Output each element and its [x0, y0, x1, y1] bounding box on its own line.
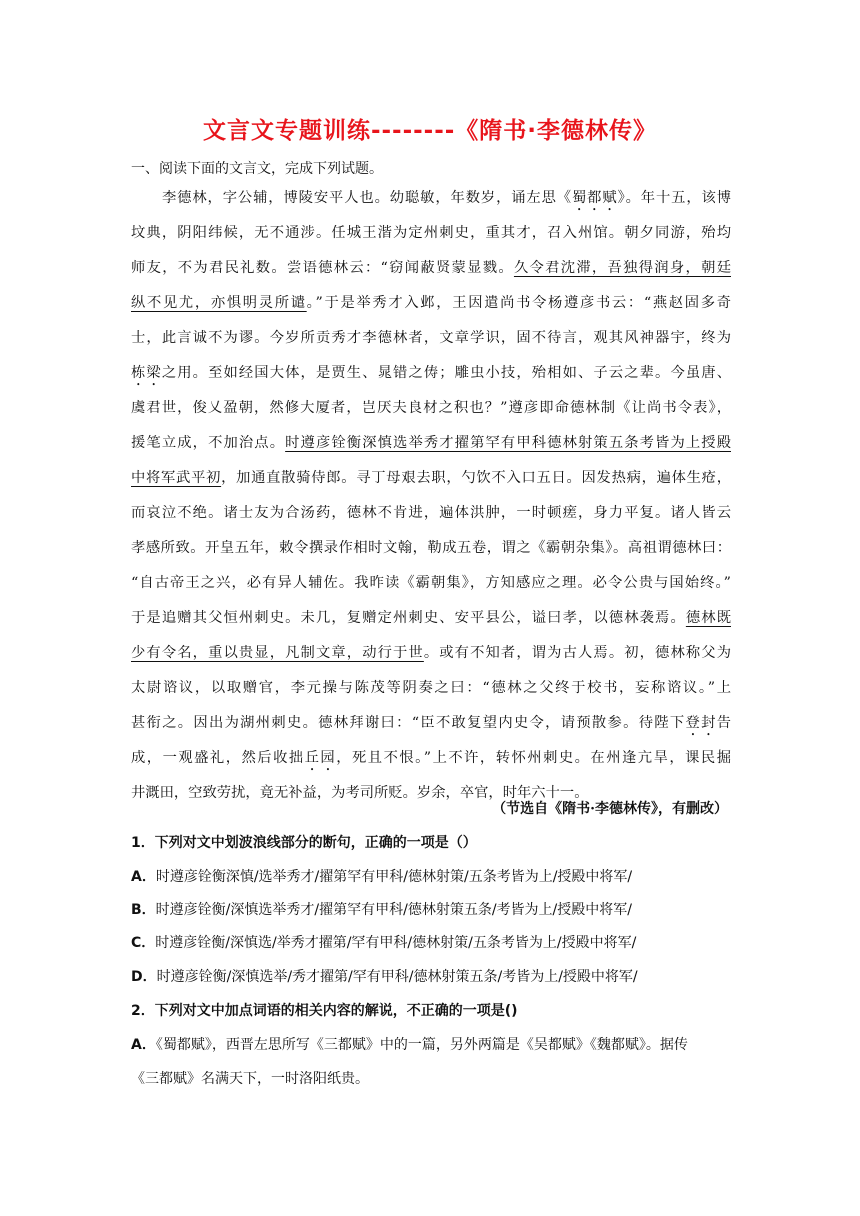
passage-text: 甚衔之。因出为湖州刺史。德林拜谢曰：“臣不敢复望内史令，请预散参。待陛下	[131, 715, 686, 731]
underlined-text: 少有令名，重以贵显，凡制文章，动行于世	[131, 645, 424, 661]
dotted-term: 丘园	[304, 750, 337, 766]
passage-text: 之用。至如经国大体，是贾生、晁错之俦；雕虫小技，殆相如、子云之辈。今虽唐、	[161, 365, 731, 381]
passage-text: 援笔立成，不加治点。	[131, 435, 286, 451]
option-key: C．	[131, 935, 156, 951]
underlined-text: 德林既	[685, 610, 731, 626]
passage-line	[131, 184, 731, 219]
option-key: A．	[131, 869, 156, 885]
passage-text: 孝感所致。开皇五年，敕令撰录作相时文翰，勒成五卷，谓之《霸朝杂集》。高祖谓德林曰：	[131, 540, 731, 556]
option-text: 《蜀都赋》，西晋左思所写《三都赋》中的一篇，另外两篇是《吴都赋》《魏都赋》。据传	[155, 1037, 688, 1053]
question-1-option-b[interactable]	[131, 899, 731, 919]
passage-line	[131, 289, 731, 324]
passage-text: 太尉谘议，以取赠官，李元操与陈茂等阴奏之曰：“德林之父终于校书，妄称谘议。”上	[131, 680, 731, 696]
passage-text: 李德林，字公辅，博陵安平人也。幼聪敏，年数岁，诵左思《	[162, 190, 572, 206]
question-1-stem: 1．下列对文中划波浪线部分的断句，正确的一项是（）	[131, 835, 477, 851]
passage-line	[131, 534, 731, 569]
passage-line	[131, 709, 731, 744]
passage-text: “自古帝王之兴，必有异人辅佐。我昨读《霸朝集》，方知感应之理。必令公贵与国始终。”	[131, 575, 731, 591]
passage-text: 师友，不为君民礼数。尝语德林云：“窃闻蔽贤蒙显戮。	[131, 260, 514, 276]
passage-line	[131, 639, 731, 674]
passage-line	[131, 499, 731, 534]
passage-line	[131, 324, 731, 359]
option-text: 时遵彦铨衡/深慎选/举秀才擢第/罕有甲科/德林射策/五条考皆为上/授殿中将军/	[155, 935, 637, 951]
passage-line	[131, 219, 731, 254]
passage-text: 坟典，阴阳纬候，无不通涉。任城王湝为定州刺史，重其才，召入州馆。朝夕同游，殆均	[131, 225, 731, 241]
passage-line	[131, 604, 731, 639]
question-1-option-d[interactable]	[131, 966, 731, 986]
passage-line	[131, 254, 731, 289]
dotted-term: 栋梁	[131, 365, 162, 381]
passage	[131, 184, 731, 814]
passage-text: 虞君世，俊乂盈朝，然修大厦者，岂厌夫良材之积也？”遵彦即命德林制《让尚书令表》，	[131, 400, 731, 416]
passage-text: 士，此言诚不为谬。今岁所贡秀才李德林者，文章学识，固不待言，观其风神器宇，终为	[131, 330, 731, 346]
passage-text: ，死且不恨。”上不许，转怀州刺史。在州逢亢旱，课民掘	[336, 750, 731, 766]
passage-line	[131, 429, 731, 464]
option-text: 时遵彦铨衡/深慎选举秀才/擢第罕有甲科/德林射策五条/考皆为上/授殿中将军/	[155, 902, 632, 918]
passage-text: 告	[716, 715, 731, 731]
passage-line	[131, 394, 731, 429]
source-note: （节选自《隋书·李德林传》，有删改）	[492, 801, 728, 817]
underlined-text: 中将军武平初	[131, 470, 222, 486]
passage-line	[131, 359, 731, 394]
question-2-stem: 2．下列对文中加点词语的相关内容的解说，不正确的一项是()	[131, 1003, 518, 1019]
option-text: 时遵彦铨衡深慎/选举秀才/擢第罕有甲科/德林射策/五条考皆为上/授殿中将军/	[155, 869, 633, 885]
passage-line	[131, 464, 731, 499]
underlined-text: 时遵彦铨衡深慎选举秀才擢第罕有甲科德林射策五条考皆为上授殿	[285, 435, 731, 451]
passage-line	[131, 744, 731, 779]
section-heading: 一、阅读下面的文言文，完成下列试题。	[131, 161, 383, 177]
passage-text: 而哀泣不绝。诸士友为合汤药，德林不肯进，遍体洪肿，一时顿瘥，身力平复。诸人皆云	[131, 505, 731, 521]
question-1-option-a[interactable]	[131, 866, 731, 886]
option-key: B．	[131, 902, 156, 918]
passage-line	[131, 569, 731, 604]
question-2-option-a-line-2: 《三都赋》名满天下，一时洛阳纸贵。	[131, 1071, 369, 1087]
passage-text: 成，一观盛礼，然后收拙	[131, 750, 305, 766]
underlined-text: 纵不见尤，亦惧明灵所谴	[131, 295, 307, 311]
passage-text: 。或有不知者，谓为古人焉。初，德林称父为	[423, 645, 731, 661]
option-text: 时遵彦铨衡/深慎选举/秀才擢第/罕有甲科/德林射策五条/考皆为上/授殿中将军/	[156, 969, 638, 985]
passage-text: 。”于是举秀才入邺，王因遣尚书令杨遵彦书云：“燕赵固多奇	[306, 295, 731, 311]
dotted-term: 登封	[685, 715, 717, 731]
question-1-option-c[interactable]	[131, 932, 731, 952]
question-2-option-a-line-1[interactable]	[131, 1034, 731, 1054]
option-key: A．	[131, 1037, 156, 1053]
option-key: D．	[131, 969, 157, 985]
passage-text: ，加通直散骑侍郎。寻丁母艰去职，勺饮不入口五日。因发热病，遍体生疮，	[221, 470, 731, 486]
passage-line	[131, 674, 731, 709]
page-title: 文言文专题训练--------《隋书·李德林传》	[202, 118, 658, 144]
dotted-term: 蜀都赋	[572, 190, 618, 206]
underlined-text: 久令君沈滞，吾独得润身，朝廷	[513, 260, 731, 276]
passage-text: 井溉田，空致劳扰，竟无补益，为考司所贬。岁余，卒官，时年六十一。	[131, 785, 589, 801]
passage-text: 于是追赠其父恒州刺史。未几，复赠定州刺史、安平县公，谥曰孝，以德林袭焉。	[131, 610, 686, 626]
passage-text: 》。年十五，该博	[617, 190, 731, 206]
